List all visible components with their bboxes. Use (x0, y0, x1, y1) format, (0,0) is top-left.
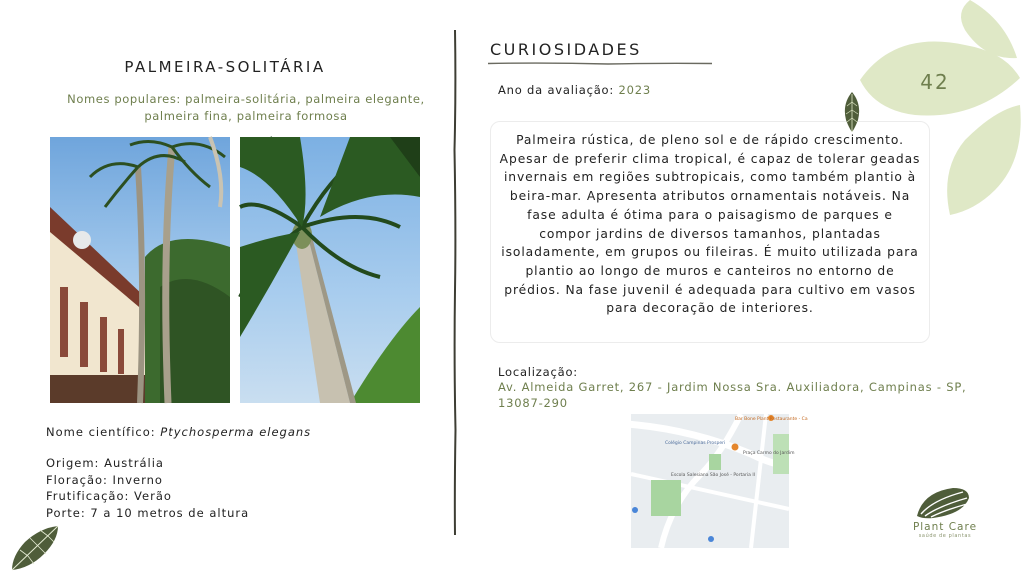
palm-photo-trunk (240, 137, 420, 403)
scientific-name-line (46, 425, 311, 439)
size-text: Porte: 7 a 10 metros de altura (46, 505, 250, 520)
location-label: Localização: (498, 365, 578, 379)
leaf-icon-small (842, 92, 862, 132)
page-number: 42 (920, 70, 950, 94)
curiosities-heading: CURIOSIDADES (490, 40, 642, 59)
map-label-restaurant: Bar Bone Plant Restaurante - Ca (735, 417, 808, 422)
location-address: Av. Almeida Garret, 267 - Jardim Nossa Sra. Auxiliadora, Campinas - SP, 13087-290 (498, 380, 967, 410)
year-label: Ano da avaliação: (498, 83, 619, 97)
origin-text: Origem: Austrália (46, 456, 164, 470)
species-title: PALMEIRA-SOLITÁRIA (124, 58, 326, 76)
fruiting-text: Frutificação: Verão (46, 489, 172, 503)
evaluation-year (498, 83, 651, 97)
column-divider (453, 30, 457, 535)
scientific-name: Ptychosperma elegans (160, 425, 312, 439)
map-label-square: Praça Carmo do Jardim (743, 451, 795, 456)
scientific-label: Nome científico: (46, 425, 161, 439)
leaf-decoration-top-right (855, 0, 1024, 215)
species-facts (46, 455, 249, 521)
popular-names: Nomes populares: palmeira-solitária, palmeira elegante, palmeira fina, palmeira formosa (67, 92, 425, 123)
logo-name: Plant Care (912, 521, 978, 533)
location-map[interactable] (631, 414, 808, 548)
map-label-college: Colégio Campinas Prosperi (665, 441, 726, 446)
description-text: Palmeira rústica, de pleno sol e de rápido crescimento. Apesar de preferir clima tropical, é capaz de tolerar geadas invernais em regiões subtropicais, como também plantio à beira-mar. Apresenta atributos ornamentais notáveis. Na fase adulta é ótima para o paisagismo de parques e compor jardins de diversos tamanhos, plantadas isoladamente, em grupos ou fileiras. É muito utilizada para plantio ao longo de muros e canteiros no entorno de prédios. Na fase juvenil é adequada para cultivo em vasos para decoração de interiores. (499, 133, 921, 316)
year-value: 2023 (618, 83, 651, 97)
map-pin-icon (732, 444, 739, 451)
map-label-school: Escola Salesiana São José - Portaria II (671, 473, 755, 478)
leaf-decoration-bottom-left (10, 524, 60, 572)
logo-tagline: saúde de plantas (918, 533, 972, 539)
heading-underline (488, 62, 712, 65)
flowering-text: Floração: Inverno (46, 472, 163, 487)
plant-care-logo-icon (913, 486, 971, 520)
palm-photo-building (50, 137, 230, 403)
